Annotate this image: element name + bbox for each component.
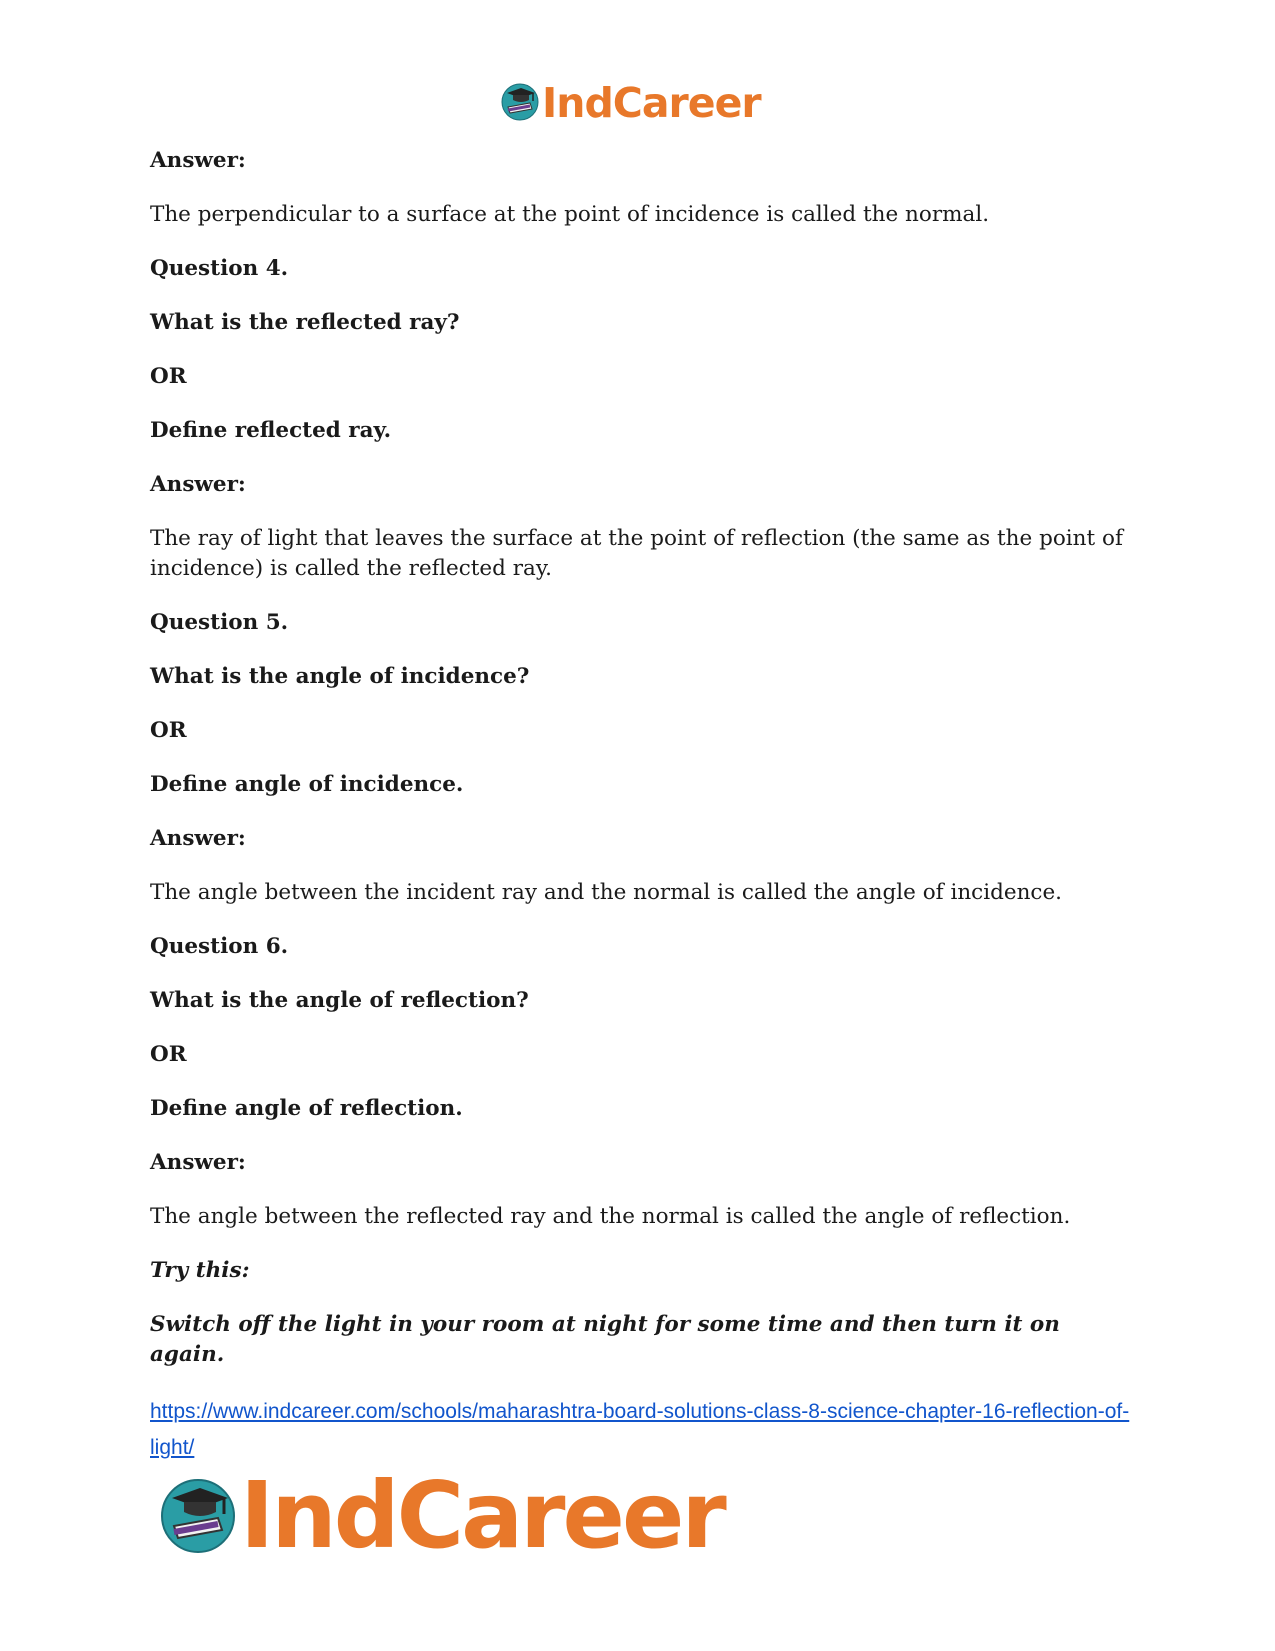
question-text: What is the reflected ray?: [150, 310, 460, 335]
question-alt-text: Define reflected ray.: [150, 418, 392, 443]
question-text: What is the angle of reflection?: [150, 988, 529, 1013]
footer-logo: [158, 1462, 724, 1569]
answer-label: Answer:: [150, 148, 246, 173]
try-this-heading: Try this:: [150, 1258, 250, 1283]
graduation-cap-book-icon: [500, 81, 540, 125]
answer-label: Answer:: [150, 1150, 246, 1175]
footer-logo-text: IndCareer: [240, 1462, 724, 1569]
question-number: Question 6.: [150, 934, 289, 959]
answer-label: Answer:: [150, 826, 246, 851]
question-number: Question 4.: [150, 256, 289, 281]
answer-label: Answer:: [150, 472, 246, 497]
or-separator: OR: [150, 718, 187, 743]
question-alt-text: Define angle of incidence.: [150, 772, 464, 797]
header-logo-text: IndCareer: [542, 78, 761, 127]
or-separator: OR: [150, 364, 187, 389]
try-this-instruction: Switch off the light in your room at night for some time and then turn it on again.: [150, 1312, 1060, 1367]
document-body: [150, 146, 1130, 1466]
answer-text: The angle between the incident ray and the normal is called the angle of incidence.: [150, 880, 1063, 905]
question-alt-text: Define angle of reflection.: [150, 1096, 463, 1121]
answer-text: The perpendicular to a surface at the point of incidence is called the normal.: [150, 202, 990, 227]
source-link[interactable]: https://www.indcareer.com/schools/maharashtra-board-solutions-class-8-science-chapter-16-reflection-of-light/: [150, 1400, 1130, 1459]
question-number: Question 5.: [150, 610, 289, 635]
header-logo: [500, 78, 761, 128]
or-separator: OR: [150, 1042, 187, 1067]
answer-text: The angle between the reflected ray and the normal is called the angle of reflection.: [150, 1204, 1071, 1229]
question-text: What is the angle of incidence?: [150, 664, 530, 689]
graduation-cap-book-icon: [158, 1474, 238, 1558]
answer-text: The ray of light that leaves the surface at the point of reflection (the same as the point of incidence) is called the reflected ray.: [150, 526, 1123, 581]
